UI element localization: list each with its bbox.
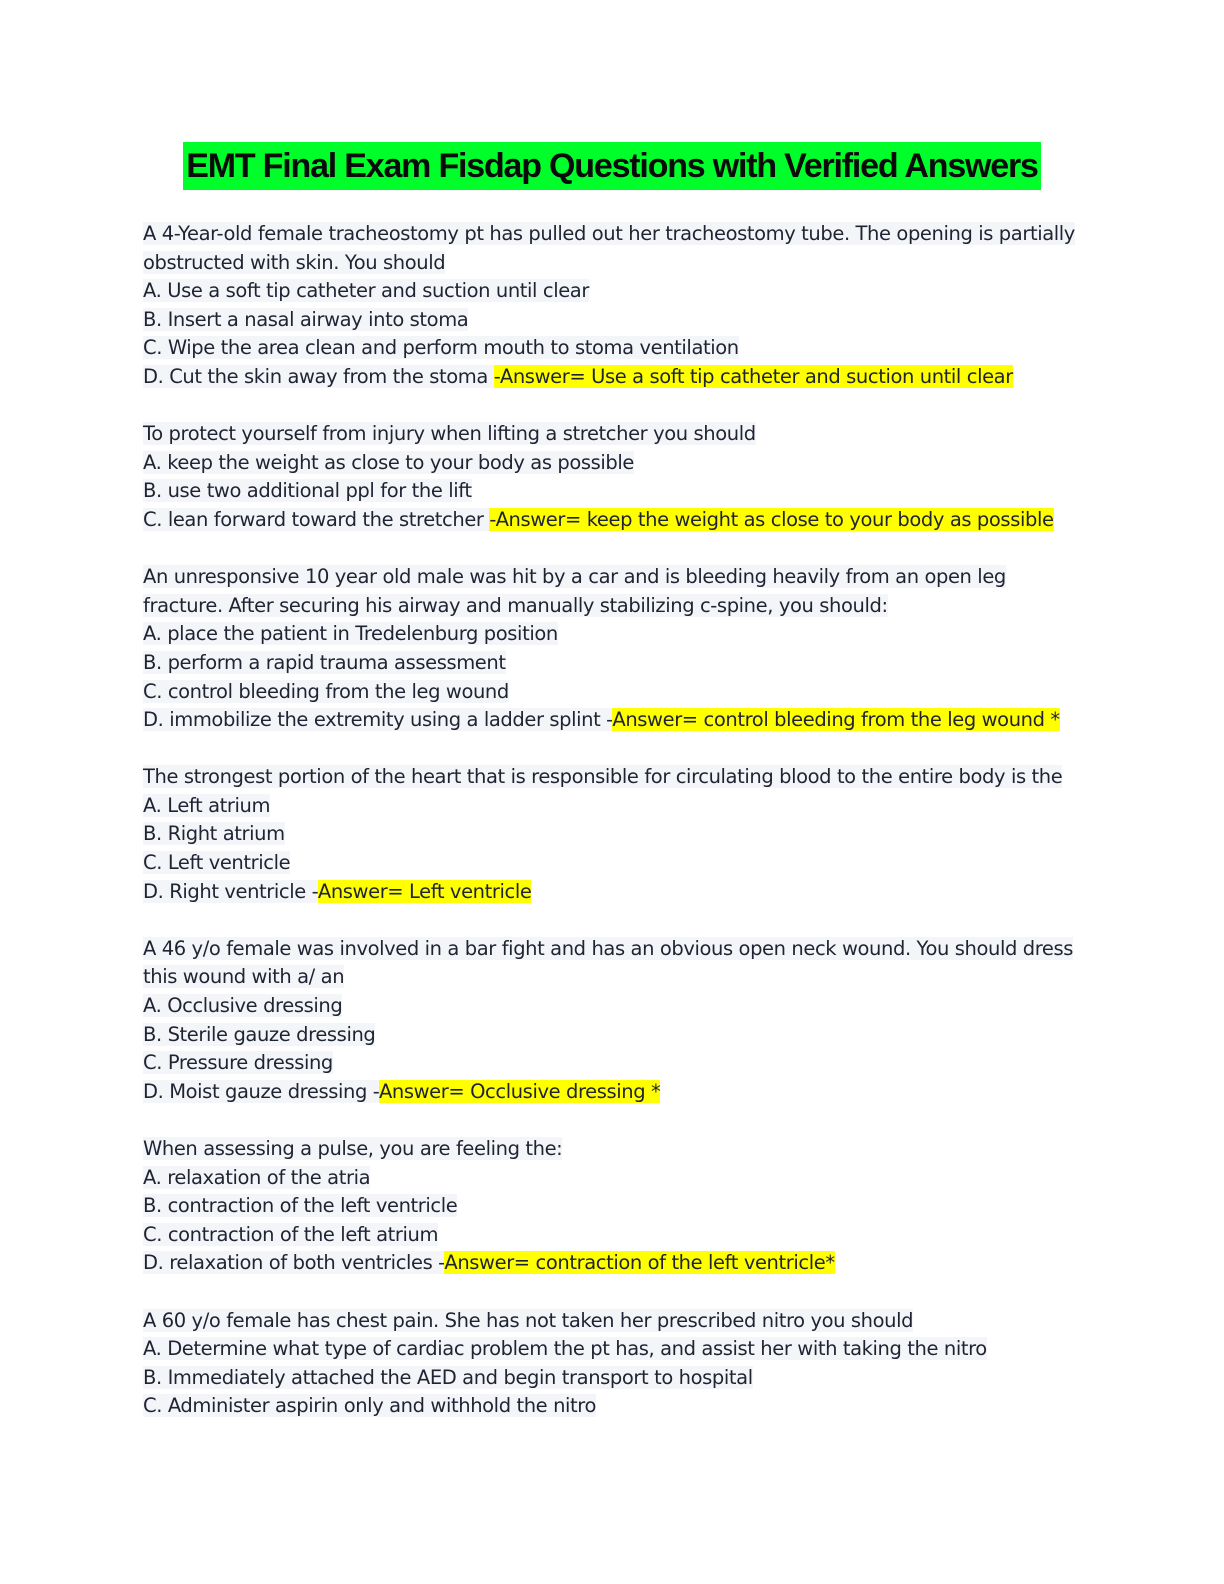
line-text: C. lean forward toward the stretcher <box>143 507 490 531</box>
title-wrapper <box>0 142 1224 190</box>
question-line <box>143 363 1083 392</box>
question-line <box>143 1364 1083 1393</box>
line-text: A. Determine what type of cardiac problem the pt has, and assist her with taking the nitro <box>143 1337 987 1361</box>
answer-highlight: Answer= contraction of the left ventricle* <box>444 1251 835 1275</box>
answer-highlight: Answer= Occlusive dressing * <box>378 1079 661 1103</box>
line-text: A. keep the weight as close to your body as possible <box>143 450 635 474</box>
question-text-line <box>143 220 1083 249</box>
question-text-line <box>143 420 1083 449</box>
question-text-line <box>143 563 1083 592</box>
answer-highlight: Answer= Left ventricle <box>317 879 532 903</box>
line-text: An unresponsive 10 year old male was hit by a car and is bleeding heavily from an open leg <box>143 565 1006 589</box>
line-text: A 4-Year-old female tracheostomy pt has pulled out her tracheostomy tube. The opening is partially <box>143 222 1075 245</box>
question-line <box>143 477 1083 506</box>
question-block <box>143 763 1083 906</box>
line-text: B. use two additional ppl for the lift <box>143 479 472 503</box>
answer-highlight: -Answer= Use a soft tip catheter and suction until clear <box>493 364 1013 388</box>
question-line <box>143 1335 1083 1364</box>
question-list <box>143 220 1083 1450</box>
line-text: C. control bleeding from the leg wound <box>143 679 509 703</box>
question-block <box>143 1135 1083 1278</box>
question-line <box>143 1392 1083 1421</box>
line-text: B. Sterile gauze dressing <box>143 1022 376 1046</box>
question-line <box>143 592 1083 621</box>
line-text: C. Wipe the area clean and perform mouth to stoma ventilation <box>143 336 739 360</box>
question-line <box>143 277 1083 306</box>
line-text: obstructed with skin. You should <box>143 250 446 274</box>
question-line <box>143 963 1083 992</box>
question-line <box>143 1164 1083 1193</box>
question-line <box>143 649 1083 678</box>
question-block <box>143 563 1083 735</box>
question-block <box>143 420 1083 534</box>
line-text: this wound with a/ an <box>143 965 345 989</box>
question-line <box>143 792 1083 821</box>
line-text: C. Administer aspirin only and withhold the nitro <box>143 1394 597 1418</box>
document-title: EMT Final Exam Fisdap Questions with Verified Answers <box>183 142 1040 190</box>
line-text: When assessing a pulse, you are feeling the: <box>143 1137 563 1160</box>
question-line <box>143 1192 1083 1221</box>
question-line <box>143 506 1083 535</box>
line-text: A. Occlusive dressing <box>143 994 343 1018</box>
line-text: A. Left atrium <box>143 793 271 817</box>
line-text: D. Cut the skin away from the stoma <box>143 364 494 388</box>
question-line <box>143 249 1083 278</box>
question-line <box>143 1221 1083 1250</box>
line-text: C. contraction of the left atrium <box>143 1222 439 1246</box>
question-line <box>143 878 1083 907</box>
line-text: C. Left ventricle <box>143 851 291 875</box>
question-line <box>143 706 1083 735</box>
question-text-line <box>143 1135 1083 1164</box>
question-text-line <box>143 935 1083 964</box>
line-text: A. relaxation of the atria <box>143 1165 371 1189</box>
question-line <box>143 449 1083 478</box>
question-text-line <box>143 1307 1083 1336</box>
line-text: A. place the patient in Tredelenburg position <box>143 622 558 646</box>
question-line <box>143 620 1083 649</box>
line-text: A 60 y/o female has chest pain. She has not taken her prescribed nitro you should <box>143 1308 914 1332</box>
line-text: B. Insert a nasal airway into stoma <box>143 307 469 331</box>
question-line <box>143 678 1083 707</box>
question-line <box>143 1021 1083 1050</box>
question-line <box>143 1049 1083 1078</box>
line-text: D. relaxation of both ventricles - <box>143 1251 445 1275</box>
line-text: B. Immediately attached the AED and begin transport to hospital <box>143 1365 753 1389</box>
question-line <box>143 992 1083 1021</box>
line-text: The strongest portion of the heart that is responsible for circulating blood to the entire body is the <box>143 765 1063 789</box>
line-text: A 46 y/o female was involved in a bar fight and has an obvious open neck wound. You should dress <box>143 936 1074 960</box>
question-line <box>143 820 1083 849</box>
question-line <box>143 849 1083 878</box>
answer-highlight: -Answer= keep the weight as close to your body as possible <box>489 507 1054 531</box>
line-text: D. Moist gauze dressing - <box>143 1079 379 1103</box>
line-text: B. perform a rapid trauma assessment <box>143 650 506 674</box>
line-text: fracture. After securing his airway and manually stabilizing c-spine, you should: <box>143 593 888 617</box>
line-text: To protect yourself from injury when lifting a stretcher you should <box>143 422 756 446</box>
line-text: B. Right atrium <box>143 822 285 846</box>
answer-highlight: Answer= control bleeding from the leg wound * <box>612 708 1060 732</box>
question-block <box>143 220 1083 392</box>
line-text: A. Use a soft tip catheter and suction until clear <box>143 279 589 303</box>
question-block <box>143 1307 1083 1421</box>
question-line <box>143 1078 1083 1107</box>
question-block <box>143 935 1083 1107</box>
question-line <box>143 1249 1083 1278</box>
question-text-line <box>143 763 1083 792</box>
line-text: C. Pressure dressing <box>143 1051 333 1075</box>
line-text: B. contraction of the left ventricle <box>143 1194 458 1218</box>
line-text: D. immobilize the extremity using a ladder splint - <box>143 708 613 732</box>
line-text: D. Right ventricle - <box>143 879 318 903</box>
question-line <box>143 334 1083 363</box>
question-line <box>143 306 1083 335</box>
